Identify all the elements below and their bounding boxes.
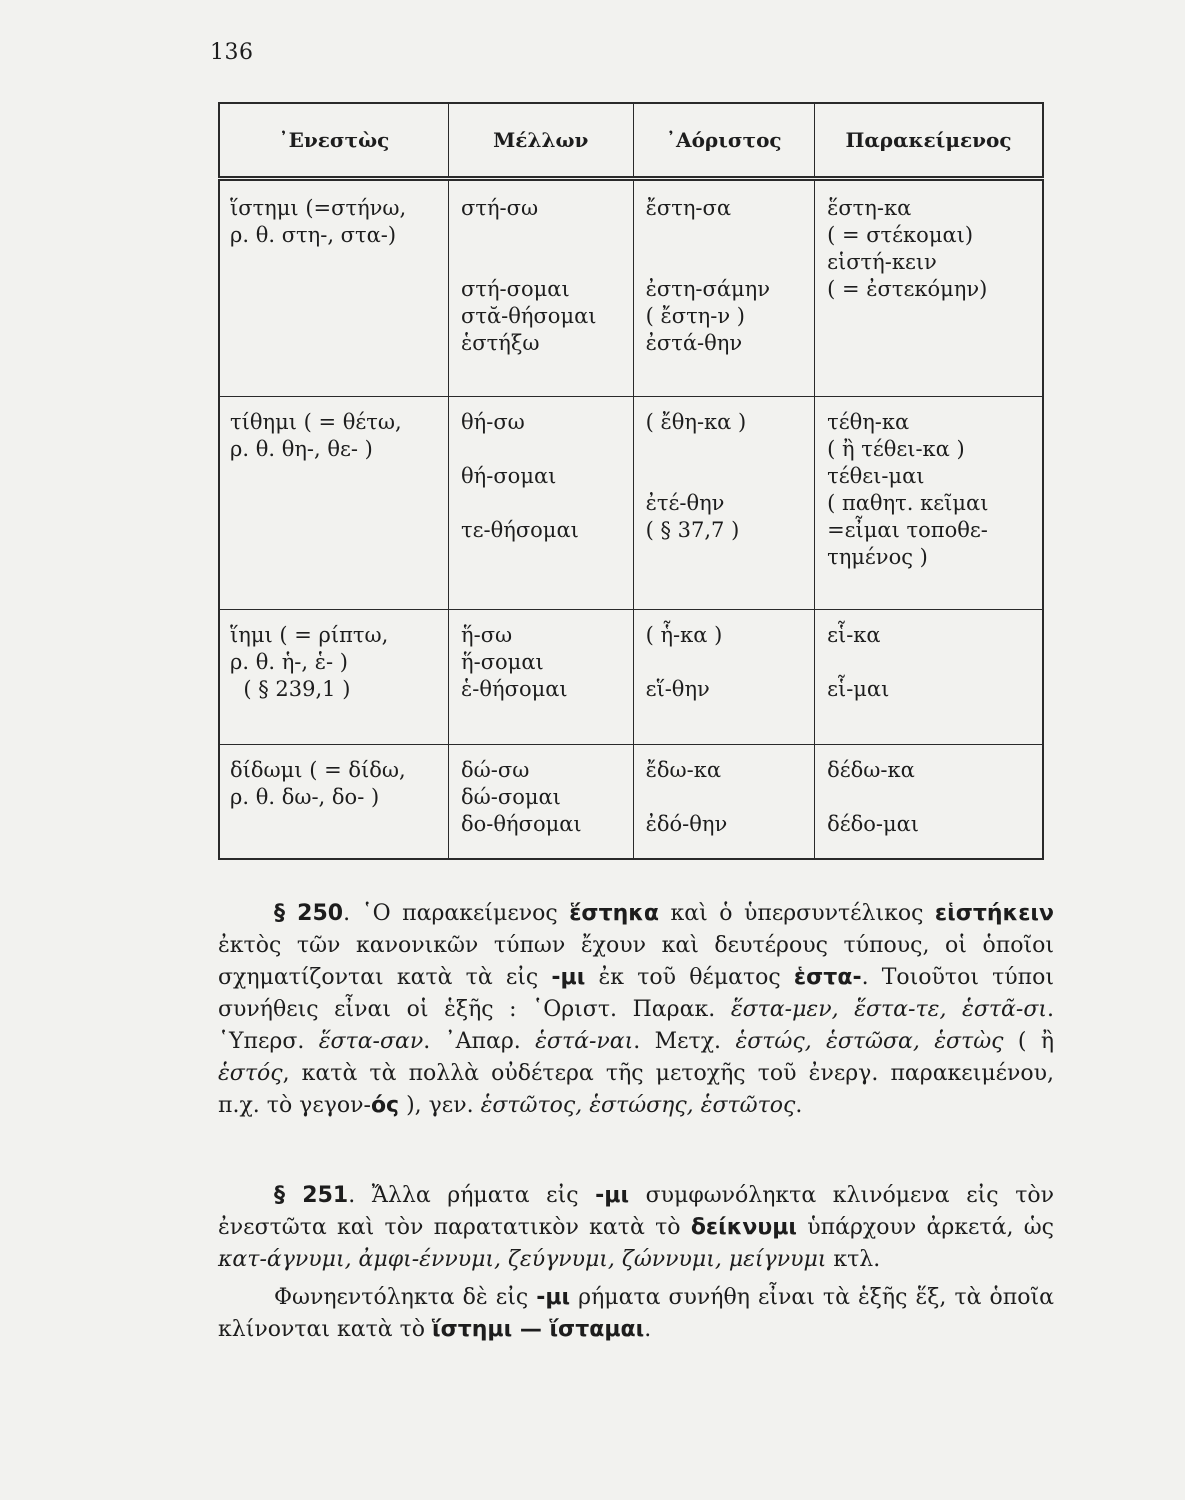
text: καὶ ὁ ὑπερσυντέλικος: [659, 901, 935, 926]
text: Φωνηεντόληκτα δὲ εἰς: [274, 1285, 537, 1310]
text: .: [795, 1093, 803, 1118]
bold-term: ἵστημι — ἵσταμαι: [432, 1317, 645, 1342]
italic-form: ἕστα-μεν, ἕστα-τε, ἑστᾶ-σι: [730, 997, 1047, 1022]
text: ρήματα συνήθη εἶναι τὰ ἑξῆς ἕξ, τὰ ὁποῖα κλίνονται κατὰ τὸ: [218, 1285, 1054, 1342]
text: συμφωνόληκτα κλινόμενα εἰς τὸν ἐνεστῶτα καὶ τὸν παρατατικὸν κατὰ τὸ: [218, 1183, 1055, 1240]
cell-aorist: ἔστη-σα ἐστη-σάμην ( ἔστη-ν ) ἐστά-θην: [633, 179, 814, 397]
header-perfect: Παρακείμενος: [815, 103, 1043, 179]
text: ἐκ τοῦ θέματος: [585, 965, 794, 990]
cell-perfect: τέθη-κα ( ἢ τέθει-κα ) τέθει-μαι ( παθητ. κεῖμαι =εἶμαι τοποθε- τημένος ): [815, 397, 1043, 610]
cell-future: ἥ-σω ἥ-σομαι ἑ-θήσομαι: [449, 610, 634, 745]
text: . Τοιοῦτοι τύποι συνήθεις εἶναι οἱ ἑξῆς : ῾Οριστ. Παρακ.: [218, 965, 1055, 1022]
text: ( ἢ: [1003, 1029, 1055, 1054]
cell-aorist: ( ἧ-κα ) εἵ-θην: [633, 610, 814, 745]
bold-term: -μι: [595, 1183, 630, 1208]
bold-term: -μι: [536, 1285, 571, 1310]
bold-term: εἱστήκειν: [934, 901, 1054, 926]
section-number: § 250: [274, 901, 344, 926]
bold-term: δείκνυμι: [690, 1215, 797, 1240]
italic-form: ἑστά-ναι: [535, 1029, 634, 1054]
text: ὑπάρχουν ἀρκετά, ὡς: [796, 1215, 1054, 1240]
bold-term: ἑστα-: [793, 965, 862, 990]
table-row: [219, 397, 1043, 610]
cell-future: δώ-σω δώ-σομαι δο-θήσομαι: [449, 745, 634, 860]
text: ἐκτὸς τῶν κανονικῶν τύπων ἔχουν καὶ δευτέρους τύπους, οἱ ὁποῖοι σχηματίζονται κατὰ τὰ εἰς: [218, 933, 1054, 990]
bold-term: -μι: [551, 965, 586, 990]
cell-present: τίθημι ( = θέτω, ρ. θ. θη-, θε- ): [219, 397, 449, 610]
text: . ᾿Απαρ.: [423, 1029, 536, 1054]
italic-form: ἕστα-σαν: [318, 1029, 424, 1054]
header-present: ᾿Ενεστὼς: [219, 103, 449, 179]
text: . ῾Ο παρακείμενος: [343, 901, 570, 926]
table-header-row: [219, 103, 1043, 179]
italic-form: ἑστός: [218, 1061, 283, 1086]
text: . Ἄλλα ρήματα εἰς: [348, 1183, 596, 1208]
bold-term: ἕστηκα: [569, 901, 660, 926]
section-number: § 251: [274, 1183, 349, 1208]
cell-future: στή-σω στή-σομαι στᾰ-θήσομαι ἑστήξω: [449, 179, 634, 397]
text: κτλ.: [826, 1247, 881, 1272]
page-number: 136: [210, 40, 254, 65]
header-aorist: ᾿Αόριστος: [633, 103, 814, 179]
bold-term: ός: [370, 1093, 400, 1118]
header-future: Μέλλων: [449, 103, 634, 179]
paragraph-251: [218, 1180, 1054, 1276]
table-row: [219, 179, 1043, 397]
text: .: [644, 1317, 652, 1342]
text: . Μετχ.: [633, 1029, 736, 1054]
italic-form: κατ-άγνυμι, ἀμφι-έννυμι, ζεύγνυμι, ζώννυμι, μείγνυμι: [218, 1247, 827, 1272]
italic-form: ἑστώς, ἑστῶσα, ἑστὼς: [735, 1029, 1004, 1054]
cell-perfect: εἷ-κα εἷ-μαι: [815, 610, 1043, 745]
verb-conjugation-table: [218, 102, 1044, 860]
text: , κατὰ τὰ πολλὰ οὐδέτερα τῆς μετοχῆς τοῦ ἐνεργ. παρακειμένου, π.χ. τὸ γεγον-: [218, 1061, 1054, 1118]
cell-future: θή-σω θή-σομαι τε-θήσομαι: [449, 397, 634, 610]
paragraph-vowel-stem-note: [218, 1282, 1054, 1346]
cell-present: ἵστημι (=στήνω, ρ. θ. στη-, στα-): [230, 196, 407, 247]
cell-aorist: ἔδω-κα ἐδό-θην: [633, 745, 814, 860]
cell-present: ἵημι ( = ρίπτω, ρ. θ. ἡ-, ἑ- ) ( § 239,1 ): [219, 610, 449, 745]
paragraph-250: [218, 898, 1054, 1122]
italic-form: ἑστῶτος, ἑστώσης, ἑστῶτος: [480, 1093, 796, 1118]
cell-perfect: δέδω-κα δέδο-μαι: [815, 745, 1043, 860]
table-row: [219, 745, 1043, 860]
cell-perfect: ἕστη-κα ( = στέκομαι) εἱστή-κειν ( = ἐστεκόμην): [815, 179, 1043, 397]
cell-aorist: ( ἔθη-κα ) ἐτέ-θην ( § 37,7 ): [633, 397, 814, 610]
text: . ῾Υπερσ.: [218, 997, 1054, 1054]
cell-present: δίδωμι ( = δίδω, ρ. θ. δω-, δο- ): [219, 745, 449, 860]
table-row: [219, 610, 1043, 745]
text: ), γεν.: [399, 1093, 481, 1118]
